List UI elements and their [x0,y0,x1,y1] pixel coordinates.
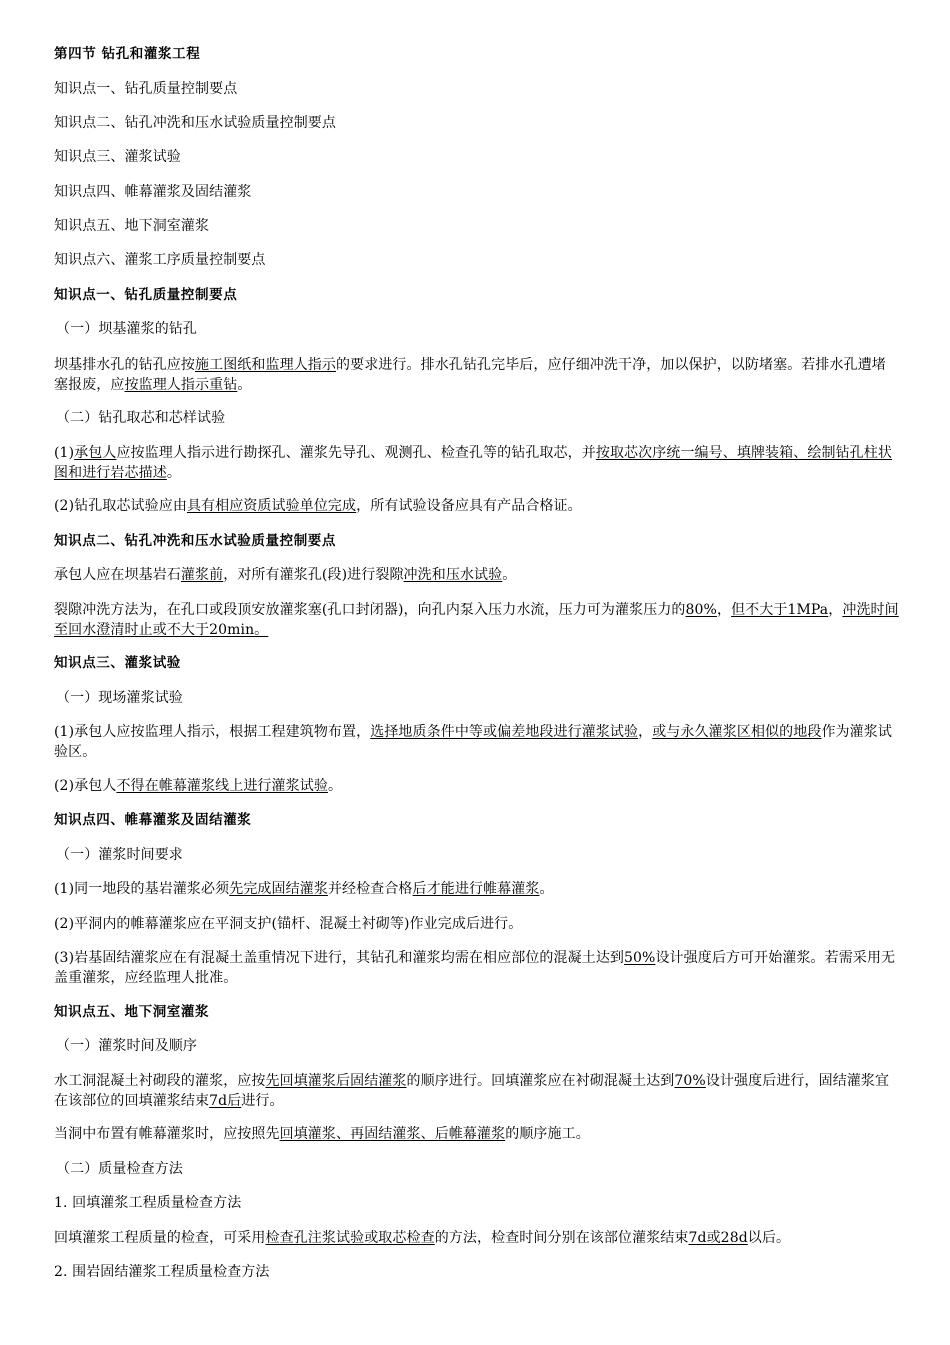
section-5-paragraph-2 [54,1124,899,1144]
text-run: (1)同一地段的基岩灌浆必须 [54,881,230,897]
section-3-paragraph-1 [54,722,899,762]
underlined-key-phrase: 按取芯次序统一编号、填牌装箱、绘制钻孔柱状图和进行岩芯描述 [54,445,892,481]
text-run: 的方法，检查时间分别在该部位灌浆结束 [434,1230,689,1246]
section-3-subheading-1: （一）现场灌浆试验 [56,690,183,706]
underlined-key-phrase: 按监理人指示重钻 [124,377,238,393]
text-run: 承包人应在坝基岩石 [54,567,181,583]
section-1-heading: 知识点一、钻孔质量控制要点 [54,287,238,303]
underlined-key-phrase: 7d后 [209,1093,242,1109]
toc-item-6: 知识点六、灌浆工序质量控制要点 [54,252,266,268]
section-5-paragraph-1 [54,1071,899,1111]
section-3-paragraph-2 [54,776,899,796]
text-run: 。 [502,567,517,583]
text-run: 。 [327,778,343,794]
text-run: 当洞中布置有帷幕灌浆时，应按照先 [54,1126,280,1142]
toc-item-4: 知识点四、帷幕灌浆及固结灌浆 [54,184,252,200]
section-4-heading: 知识点四、帷幕灌浆及固结灌浆 [54,812,252,828]
text-run: ， [828,602,843,618]
text-run: 并经检查合格 [327,881,413,897]
text-run: (1)承包人应按监理人指示，根据工程建筑物布置， [54,724,371,740]
underlined-key-phrase: 先回填灌浆后固结灌浆 [265,1073,407,1089]
underlined-key-phrase: 后才能进行帷幕灌浆 [412,881,540,897]
underlined-key-phrase: 80% [685,602,717,618]
underlined-key-phrase: 承包人 [74,445,117,461]
text-run: 。 [539,881,554,897]
text-run: 回填灌浆工程质量的检查，可采用 [54,1230,266,1246]
underlined-key-phrase: 但不大于1MPa [731,602,829,618]
section-4-paragraph-2 [54,914,899,934]
text-run: (2)钻孔取芯试验应由 [54,498,187,514]
text-run: (1) [54,445,75,461]
section-5-item-2: 2. 围岩固结灌浆工程质量检查方法 [54,1264,270,1280]
section-1-subheading-2: （二）钻孔取芯和芯样试验 [56,410,226,426]
text-run: 的顺序进行。回填灌浆应在衬砌混凝土达到 [406,1073,675,1089]
text-run: ， [638,724,653,740]
text-run: 进行。 [241,1093,284,1109]
text-run: 的顺序施工。 [505,1126,590,1142]
toc-item-3: 知识点三、灌浆试验 [54,149,181,165]
section-2-paragraph-1 [54,565,899,585]
section-5-subheading-1: （一）灌浆时间及顺序 [56,1038,197,1054]
toc-item-5: 知识点五、地下洞室灌浆 [54,218,210,234]
text-run: 裂隙冲洗方法为，在孔口或段顶安放灌浆塞(孔口封闭器)，向孔内泵入压力水流，压力可为灌浆压力的 [54,602,686,618]
section-2-paragraph-2 [54,600,899,640]
underlined-key-phrase: 施工图纸和监理人指示 [195,357,336,373]
underlined-key-phrase: 冲洗时间至回水澄清时止或不大于20min。 [54,602,899,638]
section-4-subheading-1: （一）灌浆时间要求 [56,847,183,863]
text-run: 应按监理人指示进行勘探孔、灌浆先导孔、观测孔、检查孔等的钻孔取芯，并 [116,445,596,461]
text-run: (2)承包人 [54,778,117,794]
underlined-key-phrase: 回填灌浆、再固结灌浆、后帷幕灌浆 [279,1126,506,1142]
section-1-paragraph-2 [54,443,899,483]
text-run: 。 [166,465,181,481]
section-1-paragraph-3 [54,496,899,516]
text-run: ， [716,602,732,618]
section-4-paragraph-1 [54,879,899,899]
underlined-key-phrase: 先完成固结灌浆 [229,881,328,897]
section-1-paragraph-1 [54,355,899,395]
underlined-key-phrase: 70% [674,1073,706,1089]
text-run: 。 [237,377,252,393]
underlined-key-phrase: 冲洗和压水试验 [403,567,503,583]
section-2-heading: 知识点二、钻孔冲洗和压水试验质量控制要点 [54,533,336,549]
underlined-key-phrase: 选择地质条件中等或偏差地段进行灌浆试验 [370,724,639,740]
text-run: ，对所有灌浆孔(段)进行裂隙 [223,567,404,583]
underlined-key-phrase: 50% [624,950,656,966]
toc-item-2: 知识点二、钻孔冲洗和压水试验质量控制要点 [54,115,336,131]
text-run: 设计强度后方可开始灌浆。若需采用无盖重灌浆，应经监理人批准。 [54,950,896,986]
text-run: ，所有试验设备应具有产品合格证。 [356,498,582,514]
text-run: (2)平洞内的帷幕灌浆应在平洞支护(锚杆、混凝土衬砌等)作业完成后进行。 [54,916,523,932]
text-run: 的要求进行。排水孔钻孔完毕后，应仔细冲洗干净，加以保护，以防堵塞。若排水孔遭堵塞报废，应 [54,357,886,393]
text-run: 以后。 [747,1230,791,1246]
page-title: 第四节 钻孔和灌浆工程 [54,46,201,62]
text-run: (3)岩基固结灌浆应在有混凝土盖重情况下进行，其钻孔和灌浆均需在相应部位的混凝土达到 [54,950,625,966]
section-4-paragraph-3 [54,948,899,988]
text-run: 作为灌浆试验区。 [54,724,892,760]
underlined-key-phrase: 不得在帷幕灌浆线上进行灌浆试验 [116,778,328,794]
text-run: 水工洞混凝土衬砌段的灌浆，应按 [54,1073,266,1089]
section-5-subheading-2: （二）质量检查方法 [56,1161,183,1177]
underlined-key-phrase: 具有相应资质试验单位完成 [186,498,357,514]
section-5-item-1: 1. 回填灌浆工程质量检查方法 [54,1195,242,1211]
section-1-subheading-1: （一）坝基灌浆的钻孔 [56,321,197,337]
section-3-heading: 知识点三、灌浆试验 [54,655,181,671]
underlined-key-phrase: 灌浆前 [180,567,224,583]
section-5-heading: 知识点五、地下洞室灌浆 [54,1004,210,1020]
toc-item-1: 知识点一、钻孔质量控制要点 [54,81,238,97]
section-5-paragraph-3 [54,1228,899,1248]
text-run: 设计强度后进行，固结灌浆宜在该部位的回填灌浆结束 [54,1073,890,1109]
underlined-key-phrase: 检查孔注浆试验或取芯检查 [265,1230,435,1246]
text-run: 坝基排水孔的钻孔应按 [54,357,195,373]
underlined-key-phrase: 或与永久灌浆区相似的地段 [652,724,822,740]
underlined-key-phrase: 7d或28d [688,1230,748,1246]
